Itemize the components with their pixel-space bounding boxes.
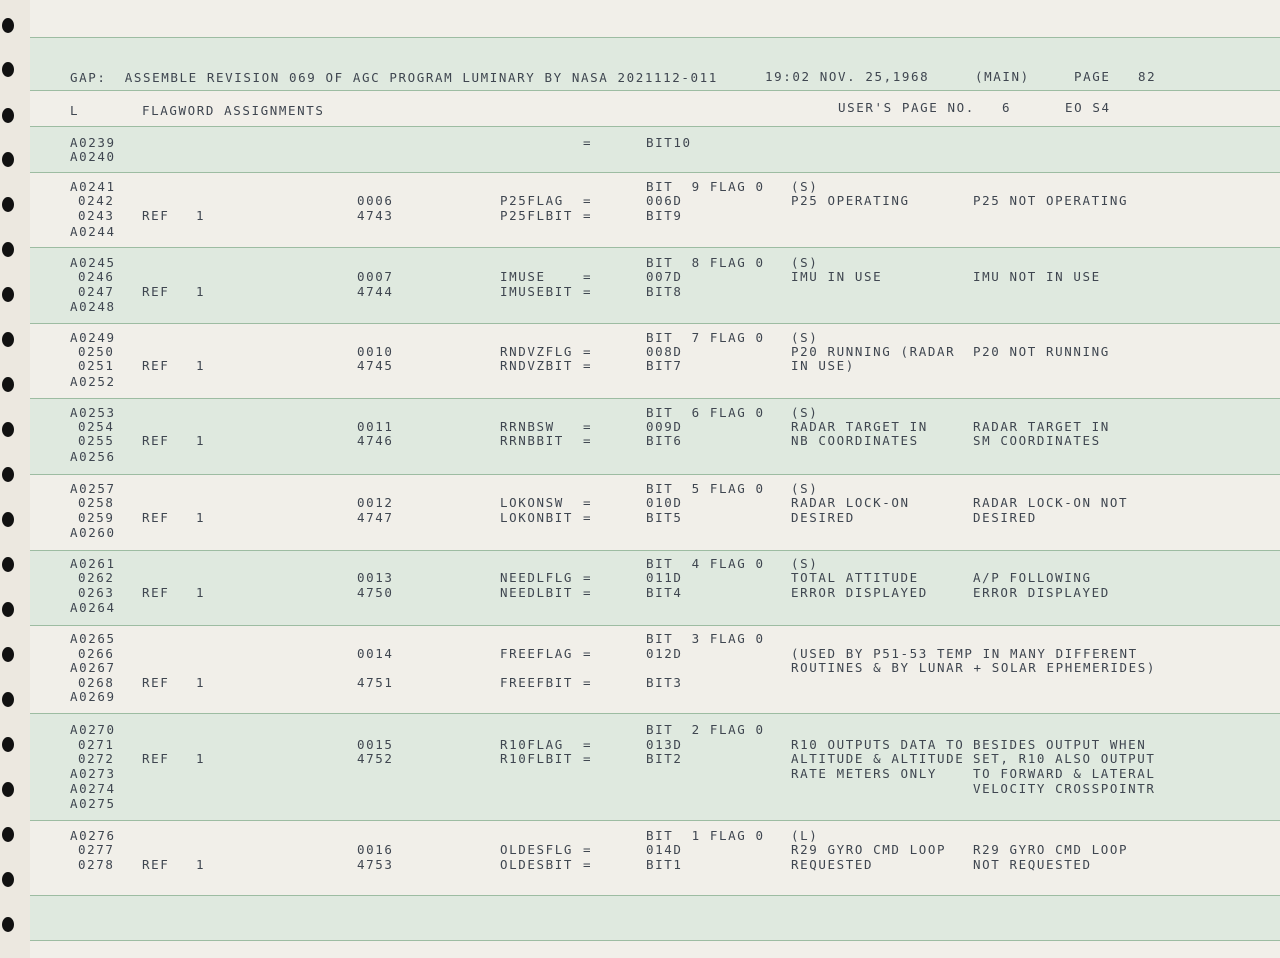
operand-value: BIT 2 FLAG 0: [646, 722, 765, 737]
address: 4753: [357, 857, 394, 872]
line-number: A0264: [70, 600, 116, 615]
comment-reset: P25 NOT OPERATING: [973, 193, 1129, 208]
tractor-feed-hole: [2, 827, 14, 842]
ref-count: 1: [196, 433, 206, 448]
address: 0015: [357, 737, 394, 752]
equals-sign: =: [583, 857, 593, 872]
ref-count: 1: [196, 358, 206, 373]
line-number: A0273: [70, 766, 116, 781]
paper-rule: [30, 940, 1280, 941]
operand-value: BIT4: [646, 585, 683, 600]
tractor-feed-hole: [2, 467, 14, 482]
address: 4745: [357, 358, 394, 373]
operand-value: 011D: [646, 570, 683, 585]
comment-set: ERROR DISPLAYED: [791, 585, 928, 600]
tractor-feed-hole: [2, 377, 14, 392]
operand-value: BIT 3 FLAG 0: [646, 631, 765, 646]
ref-marker: REF: [142, 675, 170, 690]
equals-sign: =: [583, 193, 593, 208]
comment-set: RATE METERS ONLY: [791, 766, 938, 781]
symbol-name: IMUSE: [500, 269, 546, 284]
equals-sign: =: [583, 751, 593, 766]
operand-value: 012D: [646, 646, 683, 661]
comment-set: RADAR LOCK-ON: [791, 495, 910, 510]
paper-rule: [30, 323, 1280, 324]
operand-value: BIT 6 FLAG 0: [646, 405, 765, 420]
equals-sign: =: [583, 208, 593, 223]
address: 0014: [357, 646, 394, 661]
tractor-feed-hole: [2, 872, 14, 887]
ref-count: 1: [196, 751, 206, 766]
equals-sign: =: [583, 585, 593, 600]
line-number: 0259: [78, 510, 115, 525]
line-number: 0277: [78, 842, 115, 857]
paper-rule: [30, 895, 1280, 896]
header-page-number: 82: [1138, 69, 1157, 84]
operand-value: BIT 9 FLAG 0: [646, 179, 765, 194]
symbol-name: R10FLAG: [500, 737, 564, 752]
tractor-feed-hole: [2, 332, 14, 347]
comment-reset: NOT REQUESTED: [973, 857, 1092, 872]
users-page-number: 6: [1002, 100, 1012, 115]
symbol-name: R10FLBIT: [500, 751, 574, 766]
address: 0011: [357, 419, 394, 434]
line-number: 0271: [78, 737, 115, 752]
comment-set: (S): [791, 330, 819, 345]
ref-marker: REF: [142, 857, 170, 872]
comment-reset: VELOCITY CROSSPOINTR: [973, 781, 1156, 796]
ref-marker: REF: [142, 585, 170, 600]
ref-count: 1: [196, 585, 206, 600]
operand-value: BIT 4 FLAG 0: [646, 556, 765, 571]
tractor-feed-hole: [2, 602, 14, 617]
tractor-feed-hole: [2, 18, 14, 33]
equals-sign: =: [583, 269, 593, 284]
comment-set: (S): [791, 179, 819, 194]
equals-sign: =: [583, 344, 593, 359]
line-number: A0252: [70, 374, 116, 389]
equals-sign: =: [583, 675, 593, 690]
symbol-name: RRNBBIT: [500, 433, 564, 448]
equals-sign: =: [583, 510, 593, 525]
page-title: FLAGWORD ASSIGNMENTS: [142, 103, 325, 118]
paper-rule: [30, 126, 1280, 127]
ref-count: 1: [196, 284, 206, 299]
symbol-name: IMUSEBIT: [500, 284, 574, 299]
equals-sign: =: [583, 284, 593, 299]
operand-value: 013D: [646, 737, 683, 752]
line-number: A0239: [70, 135, 116, 150]
line-number: A0269: [70, 689, 116, 704]
ref-marker: REF: [142, 284, 170, 299]
tractor-feed-hole: [2, 62, 14, 77]
comment-set: (S): [791, 556, 819, 571]
line-number: A0275: [70, 796, 116, 811]
operand-value: BIT8: [646, 284, 683, 299]
equals-sign: =: [583, 135, 593, 150]
equals-sign: =: [583, 419, 593, 434]
header-page-label: PAGE: [1074, 69, 1111, 84]
line-number: A0240: [70, 149, 116, 164]
equals-sign: =: [583, 646, 593, 661]
users-page-label: USER'S PAGE NO.: [838, 100, 975, 115]
tractor-feed-hole: [2, 557, 14, 572]
paper-rule: [30, 37, 1280, 38]
comment-set: (USED BY P51-53 TEMP IN MANY DIFFERENT: [791, 646, 1138, 661]
ref-marker: REF: [142, 510, 170, 525]
equals-sign: =: [583, 433, 593, 448]
comment-set: IMU IN USE: [791, 269, 883, 284]
line-number: A0265: [70, 631, 116, 646]
comment-set: REQUESTED: [791, 857, 874, 872]
equals-sign: =: [583, 358, 593, 373]
paper-rule: [30, 398, 1280, 399]
comment-set: (S): [791, 255, 819, 270]
operand-value: BIT1: [646, 857, 683, 872]
comment-set: DESIRED: [791, 510, 855, 525]
address: 0016: [357, 842, 394, 857]
comment-set: (L): [791, 828, 819, 843]
ref-count: 1: [196, 675, 206, 690]
comment-reset: SM COORDINATES: [973, 433, 1101, 448]
line-number: A0241: [70, 179, 116, 194]
operand-value: BIT3: [646, 675, 683, 690]
address: 0010: [357, 344, 394, 359]
line-number: A0256: [70, 449, 116, 464]
line-number: 0251: [78, 358, 115, 373]
comment-set: ALTITUDE & ALTITUDE: [791, 751, 965, 766]
ref-count: 1: [196, 208, 206, 223]
tractor-feed-hole: [2, 737, 14, 752]
symbol-name: P25FLAG: [500, 193, 564, 208]
line-number: A0244: [70, 224, 116, 239]
comment-reset: RADAR LOCK-ON NOT: [973, 495, 1129, 510]
equals-sign: =: [583, 842, 593, 857]
line-number: 0262: [78, 570, 115, 585]
line-number: A0274: [70, 781, 116, 796]
comment-set: TOTAL ATTITUDE: [791, 570, 919, 585]
address: 0006: [357, 193, 394, 208]
line-number: 0266: [78, 646, 115, 661]
paper-rule: [30, 820, 1280, 821]
comment-reset: IMU NOT IN USE: [973, 269, 1101, 284]
operand-value: 007D: [646, 269, 683, 284]
ref-marker: REF: [142, 358, 170, 373]
comment-reset: DESIRED: [973, 510, 1037, 525]
line-number: A0245: [70, 255, 116, 270]
ref-count: 1: [196, 857, 206, 872]
paper-band: [30, 0, 1280, 37]
line-number: 0247: [78, 284, 115, 299]
tractor-feed-hole: [2, 152, 14, 167]
line-number: 0255: [78, 433, 115, 448]
line-number: 0246: [78, 269, 115, 284]
symbol-name: RNDVZBIT: [500, 358, 574, 373]
address: 0013: [357, 570, 394, 585]
comment-reset: BESIDES OUTPUT WHEN: [973, 737, 1147, 752]
address: 4752: [357, 751, 394, 766]
symbol-name: NEEDLBIT: [500, 585, 574, 600]
tractor-feed-hole: [2, 782, 14, 797]
equals-sign: =: [583, 737, 593, 752]
comment-reset: ERROR DISPLAYED: [973, 585, 1110, 600]
tractor-feed-hole: [2, 692, 14, 707]
tractor-feed-hole: [2, 917, 14, 932]
symbol-name: LOKONSW: [500, 495, 564, 510]
header-assembly-line: GAP: ASSEMBLE REVISION 069 OF AGC PROGRAM LUMINARY BY NASA 2021112-011: [70, 70, 718, 85]
symbol-name: OLDESFLG: [500, 842, 574, 857]
comment-set: P25 OPERATING: [791, 193, 910, 208]
line-number: A0257: [70, 481, 116, 496]
operand-value: BIT 1 FLAG 0: [646, 828, 765, 843]
header-section: (MAIN): [975, 69, 1030, 84]
address: 4750: [357, 585, 394, 600]
comment-set: (S): [791, 481, 819, 496]
paper-band: [30, 940, 1280, 958]
line-number: A0267: [70, 660, 116, 675]
paper-rule: [30, 550, 1280, 551]
tractor-feed-hole: [2, 422, 14, 437]
comment-set: P20 RUNNING (RADAR: [791, 344, 956, 359]
line-number: 0254: [78, 419, 115, 434]
line-number: A0270: [70, 722, 116, 737]
address: 0007: [357, 269, 394, 284]
line-number: A0248: [70, 299, 116, 314]
comment-reset: TO FORWARD & LATERAL: [973, 766, 1156, 781]
header-listing-flag: L: [70, 103, 80, 118]
header-timestamp: 19:02 NOV. 25,1968: [765, 69, 930, 84]
comment-reset: SET, R10 ALSO OUTPUT: [973, 751, 1156, 766]
comment-set: IN USE): [791, 358, 855, 373]
comment-set: (S): [791, 405, 819, 420]
equals-sign: =: [583, 570, 593, 585]
paper-rule: [30, 172, 1280, 173]
symbol-name: FREEFBIT: [500, 675, 574, 690]
address: 4746: [357, 433, 394, 448]
paper-rule: [30, 247, 1280, 248]
operand-value: 008D: [646, 344, 683, 359]
comment-set: R29 GYRO CMD LOOP: [791, 842, 947, 857]
address: 0012: [357, 495, 394, 510]
symbol-name: OLDESBIT: [500, 857, 574, 872]
symbol-name: LOKONBIT: [500, 510, 574, 525]
line-number: A0260: [70, 525, 116, 540]
line-number: A0276: [70, 828, 116, 843]
line-number: A0249: [70, 330, 116, 345]
symbol-name: P25FLBIT: [500, 208, 574, 223]
line-number: 0250: [78, 344, 115, 359]
tractor-feed-hole: [2, 512, 14, 527]
line-number: A0253: [70, 405, 116, 420]
tractor-feed-hole: [2, 647, 14, 662]
paper-rule: [30, 474, 1280, 475]
address: 4747: [357, 510, 394, 525]
operand-value: BIT 7 FLAG 0: [646, 330, 765, 345]
ref-marker: REF: [142, 208, 170, 223]
line-number: 0263: [78, 585, 115, 600]
line-number: 0278: [78, 857, 115, 872]
symbol-name: NEEDLFLG: [500, 570, 574, 585]
line-number: A0261: [70, 556, 116, 571]
address: 4743: [357, 208, 394, 223]
ref-marker: REF: [142, 433, 170, 448]
operand-value: 009D: [646, 419, 683, 434]
ref-count: 1: [196, 510, 206, 525]
comment-reset: RADAR TARGET IN: [973, 419, 1110, 434]
operand-value: BIT6: [646, 433, 683, 448]
header-eo: EO S4: [1065, 100, 1111, 115]
comment-reset: A/P FOLLOWING: [973, 570, 1092, 585]
operand-value: BIT10: [646, 135, 692, 150]
paper-rule: [30, 90, 1280, 91]
operand-value: BIT9: [646, 208, 683, 223]
line-number: 0268: [78, 675, 115, 690]
tractor-feed-hole: [2, 108, 14, 123]
line-number: 0243: [78, 208, 115, 223]
line-number: 0258: [78, 495, 115, 510]
tractor-feed-hole: [2, 287, 14, 302]
comment-set: R10 OUTPUTS DATA TO: [791, 737, 965, 752]
tractor-feed-hole: [2, 242, 14, 257]
operand-value: BIT 5 FLAG 0: [646, 481, 765, 496]
line-number: 0272: [78, 751, 115, 766]
comment-reset: R29 GYRO CMD LOOP: [973, 842, 1129, 857]
paper-band: [30, 895, 1280, 940]
paper-rule: [30, 713, 1280, 714]
symbol-name: RNDVZFLG: [500, 344, 574, 359]
operand-value: BIT7: [646, 358, 683, 373]
tractor-feed-hole: [2, 197, 14, 212]
operand-value: BIT 8 FLAG 0: [646, 255, 765, 270]
comment-set: RADAR TARGET IN: [791, 419, 928, 434]
address: 4744: [357, 284, 394, 299]
equals-sign: =: [583, 495, 593, 510]
symbol-name: RRNBSW: [500, 419, 555, 434]
address: 4751: [357, 675, 394, 690]
line-number: 0242: [78, 193, 115, 208]
operand-value: 006D: [646, 193, 683, 208]
comment-reset: P20 NOT RUNNING: [973, 344, 1110, 359]
paper-rule: [30, 625, 1280, 626]
operand-value: 010D: [646, 495, 683, 510]
operand-value: BIT5: [646, 510, 683, 525]
operand-value: BIT2: [646, 751, 683, 766]
symbol-name: FREEFLAG: [500, 646, 574, 661]
ref-marker: REF: [142, 751, 170, 766]
comment-set: NB COORDINATES: [791, 433, 919, 448]
operand-value: 014D: [646, 842, 683, 857]
comment-set: ROUTINES & BY LUNAR + SOLAR EPHEMERIDES): [791, 660, 1157, 675]
